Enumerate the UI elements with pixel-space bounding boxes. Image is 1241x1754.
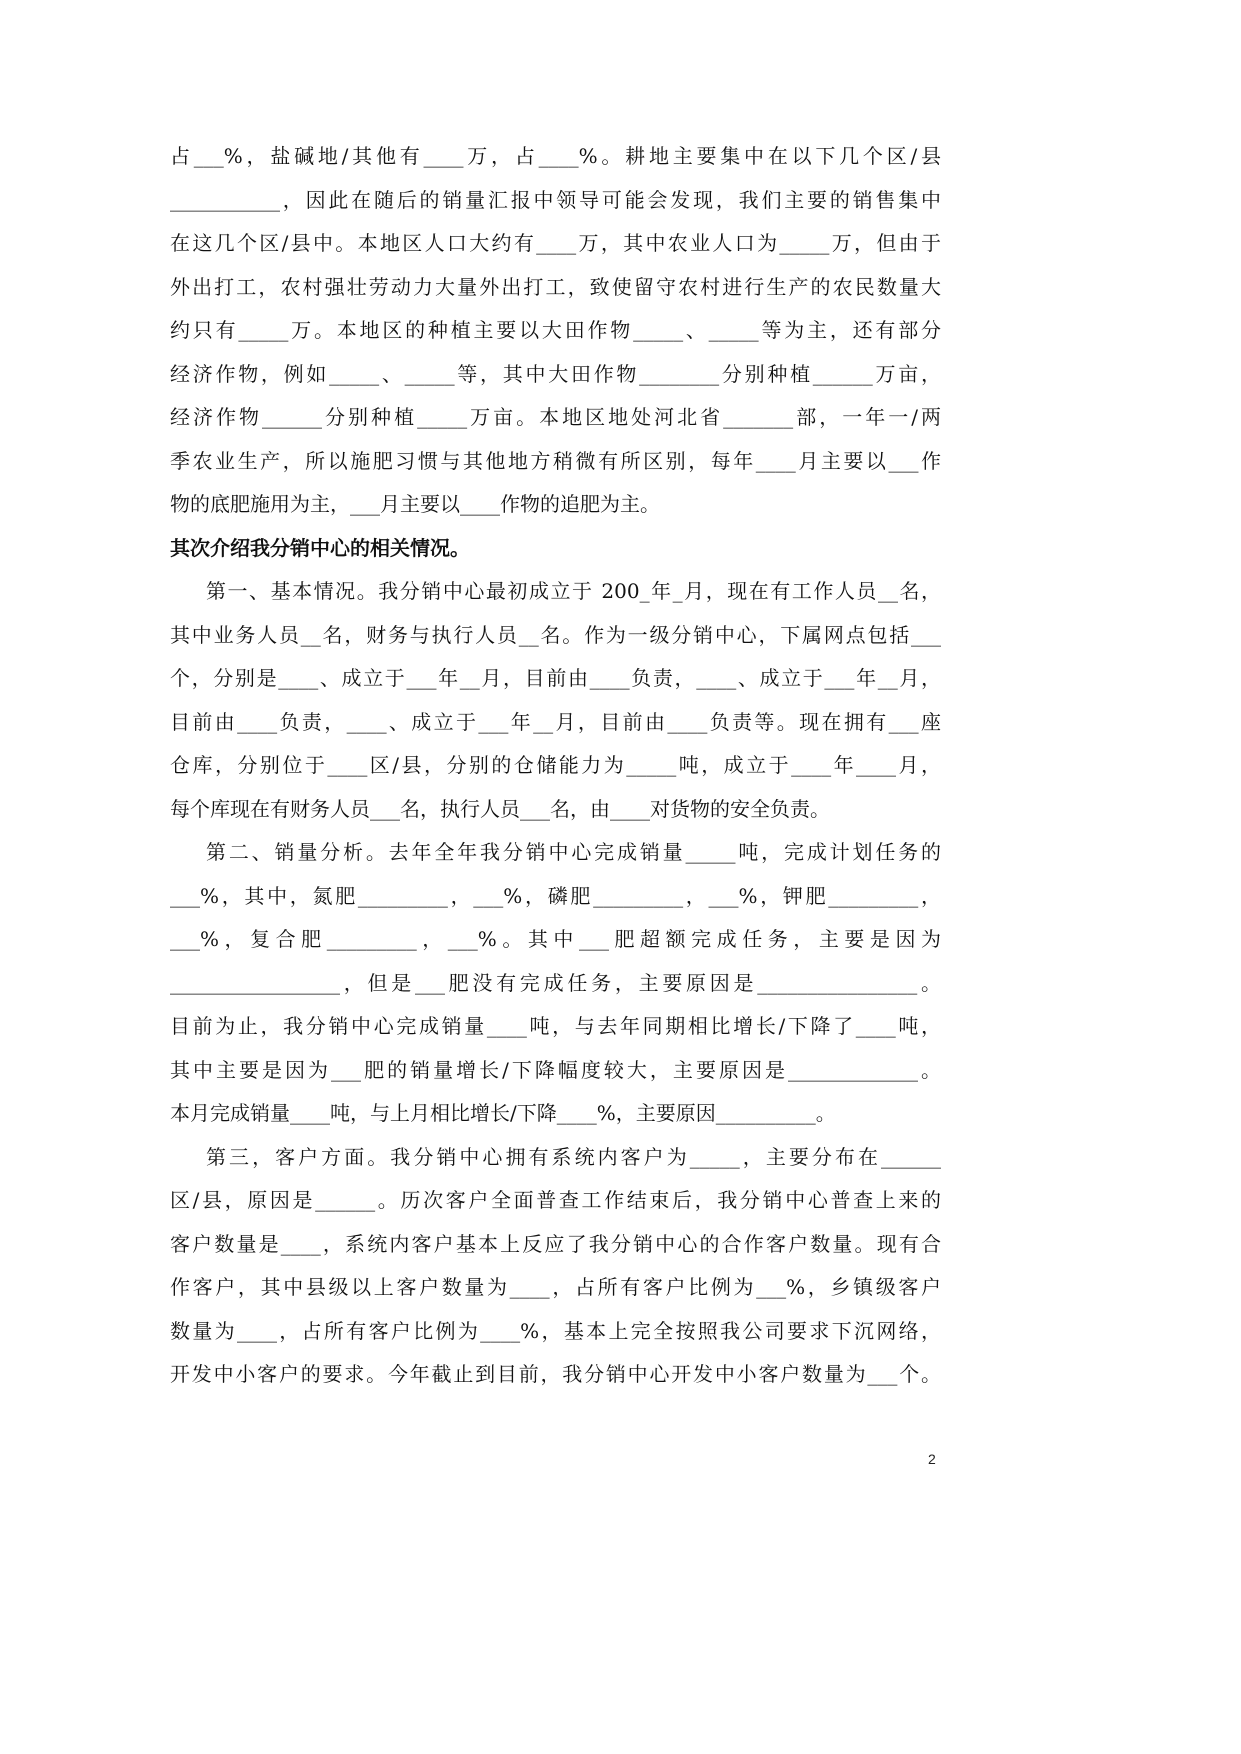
text-line: 经济作物，例如_____、_____等，其中大田作物________分别种植______万亩， (170, 361, 941, 386)
text-line: 其中业务人员__名，财务与执行人员__名。作为一级分销中心，下属网点包括___ (170, 622, 941, 647)
text-line: ___%，复合肥_________，___%。其中___肥超额完成任务，主要是因为 (170, 927, 941, 951)
text-line: 在这几个区/县中。本地区人口大约有____万，其中农业人口为_____万，但由于 (170, 231, 941, 255)
text-line: 本月完成销量____吨，与上月相比增长/下降____%，主要原因__________。 (170, 1101, 836, 1125)
text-line: 季农业生产，所以施肥习惯与其他地方稍微有所区别，每年____月主要以___作 (170, 448, 941, 473)
text-line: 物的底肥施用为主，___月主要以____作物的追肥为主。 (170, 492, 660, 516)
text-line: 每个库现在有财务人员___名，执行人员___名，由____对货物的安全负责。 (170, 796, 830, 821)
text-line: 区/县，原因是______。历次客户全面普查工作结束后，我分销中心普查上来的 (170, 1188, 941, 1212)
text-line: 占___%，盐碱地/其他有____万，占____%。耕地主要集中在以下几个区/县 (170, 144, 941, 168)
text-line: 经济作物______分别种植_____万亩。本地区地处河北省_______部，一年一/两 (170, 405, 941, 429)
section-heading: 其次介绍我分销中心的相关情况。 (170, 535, 470, 560)
paragraph-first-line: 第三，客户方面。我分销中心拥有系统内客户为_____，主要分布在______ (206, 1144, 941, 1169)
text-line: 目前由____负责，____、成立于___年__月，目前由____负责等。现在拥有___座 (170, 709, 941, 734)
text-line: ___________，因此在随后的销量汇报中领导可能会发现，我们主要的销售集中 (170, 187, 941, 212)
text-line: 目前为止，我分销中心完成销量____吨，与去年同期相比增长/下降了____吨， (170, 1014, 941, 1038)
text-line: 仓库，分别位于____区/县，分别的仓储能力为_____吨，成立于____年____月， (170, 753, 941, 777)
paragraph-first-line: 第一、基本情况。我分销中心最初成立于 200_年_月，现在有工作人员__名， (206, 579, 941, 603)
text-line: 外出打工，农村强壮劳动力大量外出打工，致使留守农村进行生产的农民数量大 (170, 274, 941, 299)
text-line: 作客户，其中县级以上客户数量为____，占所有客户比例为___%，乡镇级客户 (170, 1275, 941, 1299)
text-line: 个，分别是____、成立于___年__月，目前由____负责，____、成立于___年__月， (170, 666, 941, 690)
text-line: _________________，但是___肥没有完成任务，主要原因是________________。 (170, 970, 941, 995)
page-number: 2 (928, 1451, 936, 1467)
text-line: 数量为____，占所有客户比例为____%，基本上完全按照我公司要求下沉网络， (170, 1318, 941, 1343)
text-line: 开发中小客户的要求。今年截止到目前，我分销中心开发中小客户数量为___个。 (170, 1362, 941, 1386)
text-line: 其中主要是因为___肥的销量增长/下降幅度较大，主要原因是_____________。 (170, 1057, 941, 1082)
text-line: 客户数量是____，系统内客户基本上反应了我分销中心的合作客户数量。现有合 (170, 1231, 941, 1256)
text-line: ___%，其中，氮肥_________，___%，磷肥_________，___%，钾肥_________， (170, 883, 941, 908)
document-body (170, 135, 941, 1397)
text-line: 约只有_____万。本地区的种植主要以大田作物_____、_____等为主，还有部分 (170, 318, 941, 342)
paragraph-first-line: 第二、销量分析。去年全年我分销中心完成销量_____吨，完成计划任务的 (206, 840, 941, 864)
